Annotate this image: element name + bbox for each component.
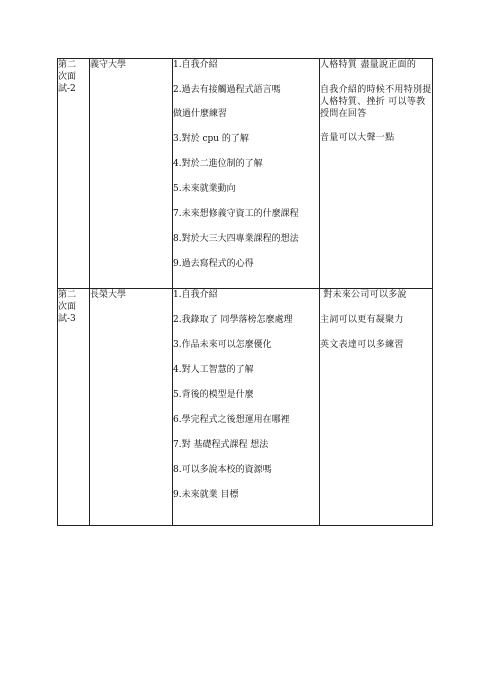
table-row xyxy=(58,59,433,289)
question-item: 3.對於 cpu 的了解 xyxy=(173,134,249,144)
question-item: 做過什麼練習 xyxy=(173,109,228,119)
school-name: 義守大學 xyxy=(90,60,127,70)
school-name: 長榮大學 xyxy=(90,290,127,300)
note-item: 英文表達可以多練習 xyxy=(320,340,404,350)
round-cell xyxy=(58,59,90,289)
note-item: 人格特質 盡量說正面的 xyxy=(320,60,417,70)
question-item: 2.我錄取了 同學落榜怎麼處理 xyxy=(173,315,293,325)
round-label: 第二次面試-3 xyxy=(58,290,77,324)
question-item: 7.未來想修義守資工的什麼課程 xyxy=(173,209,299,219)
question-item: 6.學完程式之後想運用在哪裡 xyxy=(173,415,290,425)
question-item: 5.未來就業動向 xyxy=(173,184,236,194)
question-item: 7.對 基礎程式課程 想法 xyxy=(173,440,269,450)
question-item: 4.對人工智慧的了解 xyxy=(173,365,254,375)
questions-cell xyxy=(173,289,320,526)
question-item: 8.可以多說本校的資源嗎 xyxy=(173,465,272,475)
round-cell xyxy=(58,289,90,526)
notes-cell xyxy=(320,289,433,526)
interview-table xyxy=(57,58,433,526)
table-row xyxy=(58,289,433,526)
note-item: 自我介紹的時候不用特別提人格特質、挫折 可以等教授問在回答 xyxy=(320,85,432,119)
note-item: 主詞可以更有凝聚力 xyxy=(320,315,404,325)
notes-cell xyxy=(320,59,433,289)
question-item: 1.自我介紹 xyxy=(173,290,218,300)
question-item: 5.背後的模型是什麼 xyxy=(173,390,254,400)
school-cell xyxy=(90,289,173,526)
round-label: 第二次面試-2 xyxy=(58,60,77,94)
note-item: 對未來公司可以多說 xyxy=(320,290,407,300)
question-item: 4.對於二進位制的了解 xyxy=(173,159,263,169)
question-item: 3.作品未來可以怎麼優化 xyxy=(173,340,272,350)
school-cell xyxy=(90,59,173,289)
questions-cell xyxy=(173,59,320,289)
question-item: 9.未來就業 目標 xyxy=(173,490,239,500)
question-item: 1.自我介紹 xyxy=(173,60,218,70)
question-item: 2.過去有接觸過程式語言嗎 xyxy=(173,85,281,95)
question-item: 9.過去寫程式的心得 xyxy=(173,259,254,269)
question-item: 8.對於大三大四專業課程的想法 xyxy=(173,234,299,244)
note-item: 音量可以大聲一點 xyxy=(320,133,395,143)
